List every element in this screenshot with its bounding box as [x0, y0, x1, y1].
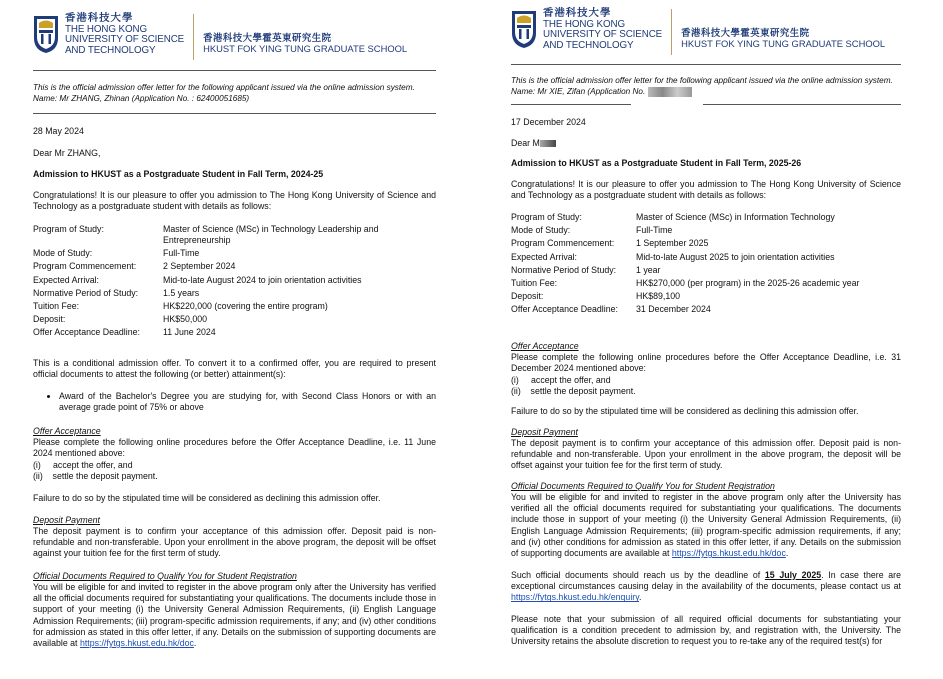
- deadline-text-cont: . In case there are exceptional circumstances causing delay in the availability of the documents, please contact us at: [511, 570, 901, 592]
- offer-letter-2024: [0, 0, 470, 679]
- detail-label: Program Commencement:: [511, 238, 615, 249]
- detail-value: HK$89,100: [636, 291, 681, 302]
- detail-value: 1 September 2025: [636, 238, 709, 249]
- failure-notice: Failure to do so by the stipulated time will be considered as declining this admission offer.: [33, 493, 381, 503]
- procedure-i: (i) accept the offer, and: [33, 460, 133, 470]
- logo-line3: AND TECHNOLOGY: [65, 44, 156, 56]
- redacted-name: [540, 140, 556, 147]
- condition-list: [33, 391, 436, 413]
- detail-label: Tuition Fee:: [511, 277, 558, 288]
- detail-row: [511, 238, 901, 251]
- official-documents-body: You will be eligible for and invited to register in the above program only after the University has verified all the official documents required for substantiating your qualifications. The documents include those in support of your meeting (i) the University General Admission Requirements, (ii) English Language Admission Requirements; (iii) program-specific admission requirements, if any; and (iv) other conditions for admission as stated in this offer letter, if any. Details on the submission of supporting documents are available at: [511, 492, 901, 559]
- applicant-name-line: Name: Mr ZHANG, Zhinan (Application No. : 62400051685): [33, 94, 250, 103]
- detail-label: Expected Arrival:: [511, 251, 578, 262]
- logo-line1: THE HONG KONG: [65, 23, 147, 35]
- salutation-line: [511, 138, 556, 149]
- notice-line-1: This is the official admission offer letter for the following applicant issued via the online admission system.: [511, 76, 893, 85]
- detail-value: HK$220,000 (covering the entire program): [163, 300, 328, 311]
- detail-row: [511, 212, 901, 225]
- notice-rule: [33, 113, 436, 114]
- intro-paragraph: Congratulations! It is our pleasure to offer you admission to The Hong Kong University of Science and Technology as a postgraduate student with details as follows:: [33, 190, 436, 212]
- hkust-crest-icon: [511, 9, 537, 49]
- letter-subject: Admission to HKUST as a Postgraduate Student in Fall Term, 2024-25: [33, 169, 324, 179]
- enquiry-period: .: [638, 592, 642, 603]
- header-rule: [33, 70, 436, 71]
- detail-row: [511, 252, 901, 265]
- applicant-name-text: Name: Mr XIE, Zifan (Application No.: [511, 87, 646, 96]
- hkust-logo: [511, 9, 885, 55]
- procedure-ii: (ii) settle the deposit payment.: [33, 471, 158, 481]
- detail-value: Mid-to-late August 2024 to join orientation activities: [163, 274, 362, 285]
- notice-line-1: This is the official admission offer letter for the following applicant issued via the online admission system.: [33, 83, 415, 92]
- detail-label: Normative Period of Study:: [511, 264, 617, 275]
- failure-notice: Failure to do so by the stipulated time will be considered as declining this admission offer.: [511, 406, 859, 416]
- detail-label: Deposit:: [33, 314, 66, 325]
- salutation: Dear Mr ZHANG,: [33, 148, 101, 158]
- detail-label: Deposit:: [511, 291, 544, 302]
- logo-line2: UNIVERSITY OF SCIENCE: [65, 34, 185, 46]
- detail-value: 31 December 2024: [636, 304, 711, 315]
- logo-divider: [671, 9, 672, 55]
- detail-row: [33, 275, 436, 288]
- detail-value: Mid-to-late August 2025 to join orientation activities: [636, 251, 835, 262]
- detail-value: Master of Science (MSc) in Technology Leadership and Entrepreneurship: [163, 224, 379, 245]
- detail-value: 2 September 2024: [163, 261, 236, 272]
- letter-date: 28 May 2024: [33, 126, 84, 136]
- logo-line2: UNIVERSITY OF SCIENCE: [543, 29, 663, 41]
- deposit-payment-text: The deposit payment is to confirm your acceptance of this admission offer. Deposit paid is non-refundable and non-transferable. Upon your enrollment in the above program, the deposit will be offset against your tuition fee for the first term of study.: [33, 526, 436, 559]
- offer-acceptance-heading: Offer Acceptance: [33, 426, 101, 436]
- detail-row: [511, 225, 901, 238]
- deadline-text: Such official documents should reach us by the deadline of: [511, 570, 761, 580]
- detail-value: HK$270,000 (per program) in the 2025-26 academic year: [636, 277, 860, 288]
- detail-label: Program of Study:: [33, 224, 104, 234]
- detail-value: Master of Science (MSc) in Information Technology: [636, 212, 835, 222]
- detail-row: [33, 248, 436, 261]
- detail-label: Normative Period of Study:: [33, 287, 139, 298]
- intro-paragraph: Congratulations! It is our pleasure to offer you admission to The Hong Kong University of Science and Technology as a postgraduate student with details as follows:: [511, 179, 901, 201]
- procedure-i: (i) accept the offer, and: [511, 375, 611, 385]
- letter-date: 17 December 2024: [511, 117, 586, 127]
- hkust-crest-icon: [33, 14, 59, 54]
- logo-zh: 香港科技大學: [543, 8, 612, 19]
- detail-label: Program of Study:: [511, 212, 582, 222]
- conditional-paragraph: This is a conditional admission offer. To convert it to a confirmed offer, you are required to present official documents to attest the following (or better) attainment(s):: [33, 358, 436, 380]
- enquiry-link[interactable]: https://fytgs.hkust.edu.hk/enquiry: [511, 592, 639, 603]
- official-documents-text: [511, 492, 901, 559]
- school-name-en: HKUST FOK YING TUNG GRADUATE SCHOOL: [681, 38, 886, 50]
- detail-label: Offer Acceptance Deadline:: [511, 304, 618, 315]
- detail-label: Program Commencement:: [33, 261, 137, 272]
- documents-link[interactable]: https://fytgs.hkust.edu.hk/doc: [671, 548, 786, 559]
- detail-label: Offer Acceptance Deadline:: [33, 327, 140, 338]
- link-period: .: [193, 638, 197, 649]
- detail-label: Tuition Fee:: [33, 300, 80, 311]
- detail-label: Expected Arrival:: [33, 274, 100, 285]
- detail-row: [33, 224, 436, 248]
- logo-zh: 香港科技大學: [65, 13, 134, 24]
- final-paragraph: Please note that your submission of all required official documents for substantiating your qualification is a condition precedent to admission by, and registration with, the University. The University retains the absolute discretion to request you to re-take any of the required test(s) for: [511, 614, 901, 647]
- offer-acceptance-text: Please complete the following online procedures before the Offer Acceptance Deadline, i.e. 31 December 2024 mentioned above:: [511, 352, 901, 374]
- documents-deadline-date: 15 July 2025: [764, 570, 822, 580]
- detail-label: Mode of Study:: [511, 225, 571, 236]
- detail-label: Mode of Study:: [33, 248, 93, 259]
- logo-divider: [193, 14, 194, 60]
- detail-row: [33, 327, 436, 340]
- detail-value: Full-Time: [636, 225, 673, 236]
- offer-letter-2025: [478, 0, 943, 679]
- detail-row: [511, 304, 901, 317]
- documents-deadline-paragraph: [511, 570, 901, 604]
- detail-row: [33, 288, 436, 301]
- detail-value: 11 June 2024: [163, 327, 216, 338]
- detail-row: [33, 314, 436, 327]
- detail-row: [511, 265, 901, 278]
- notice-rule-right: [703, 104, 901, 105]
- salutation: Dear M: [511, 138, 540, 148]
- detail-value: 1.5 years: [163, 287, 200, 298]
- offer-acceptance-text: Please complete the following online procedures before the Offer Acceptance Deadline, i.e. 11 June 2024 mentioned above:: [33, 437, 436, 459]
- offer-acceptance-heading: Offer Acceptance: [511, 341, 579, 351]
- detail-value: Full-Time: [163, 248, 200, 259]
- detail-row: [33, 301, 436, 314]
- official-documents-text: [33, 582, 436, 649]
- documents-link[interactable]: https://fytgs.hkust.edu.hk/doc: [79, 638, 194, 649]
- letter-subject: Admission to HKUST as a Postgraduate Student in Fall Term, 2025-26: [511, 158, 802, 168]
- applicant-name-line: [511, 86, 692, 97]
- link-period: .: [785, 548, 789, 559]
- deposit-payment-heading: Deposit Payment: [33, 515, 100, 525]
- logo-line3: AND TECHNOLOGY: [543, 39, 634, 51]
- school-name-zh: 香港科技大學霍英東研究生院: [681, 27, 810, 38]
- official-documents-heading: Official Documents Required to Qualify You for Student Registration: [511, 481, 775, 491]
- hkust-logo: [33, 14, 407, 60]
- school-name-en: HKUST FOK YING TUNG GRADUATE SCHOOL: [203, 43, 408, 55]
- offer-details-table: [33, 224, 436, 341]
- detail-value: HK$50,000: [163, 314, 208, 325]
- deposit-payment-text: The deposit payment is to confirm your acceptance of this admission offer. Deposit paid is non-refundable and non-transferable. Upon your enrollment in the above program, the deposit will be offset against your tuition fee for the first term of study.: [511, 438, 901, 471]
- deposit-payment-heading: Deposit Payment: [511, 427, 578, 437]
- detail-row: [511, 291, 901, 304]
- redacted-application-number: [648, 87, 692, 97]
- notice-rule: [511, 104, 631, 105]
- official-documents-heading: Official Documents Required to Qualify You for Student Registration: [33, 571, 297, 581]
- condition-item: • Award of the Bachelor's Degree you are studying for, with Second Class Honors or with an average grade point of 75% or above: [59, 391, 436, 413]
- logo-line1: THE HONG KONG: [543, 18, 625, 30]
- official-documents-body: You will be eligible for and invited to register in the above program only after the University has verified all the official documents required for substantiating your qualifications. The documents include those in support of your meeting (i) the University General Admission Requirements, (ii) English Language Admission Requirements; (iii) program-specific admission requirements, if any; and (iv) other conditions for admission as stated in this offer letter, if any. Details on the submission of supporting documents are available at: [33, 582, 436, 649]
- detail-row: [33, 261, 436, 274]
- detail-row: [511, 278, 901, 291]
- offer-details-table: [511, 212, 901, 318]
- detail-value: 1 year: [636, 264, 661, 275]
- procedure-ii: (ii) settle the deposit payment.: [511, 386, 636, 396]
- school-name-zh: 香港科技大學霍英東研究生院: [203, 32, 332, 43]
- header-rule: [511, 64, 901, 65]
